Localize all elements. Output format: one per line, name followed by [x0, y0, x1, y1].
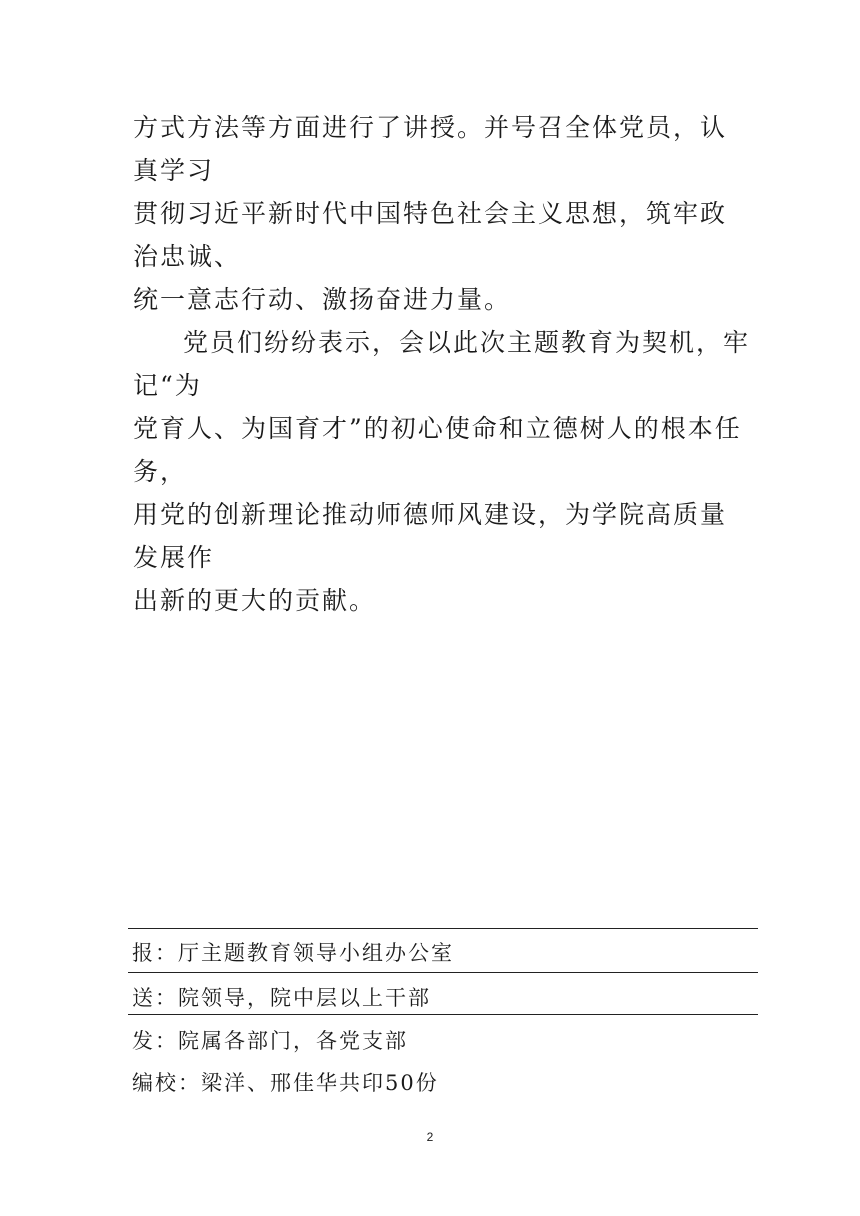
body-text [133, 106, 753, 622]
paragraph-2-line-2: 党育人、为国育才”的初心使命和立德树人的根本任务， [133, 414, 742, 486]
divider-1 [128, 972, 758, 973]
report-to-line: 报：厅主题教育领导小组办公室 [132, 941, 454, 965]
paragraph-1-line-1: 方式方法等方面进行了讲授。并号召全体党员，认真学习 [133, 113, 728, 185]
paragraph-1 [133, 106, 753, 321]
send-to-line: 送：院领导，院中层以上干部 [132, 986, 431, 1010]
paragraph-1-line-3: 统一意志行动、激扬奋进力量。 [133, 285, 512, 314]
divider-top [128, 928, 758, 929]
divider-2 [128, 1014, 758, 1015]
paragraph-2-line-4: 出新的更大的贡献。 [133, 586, 377, 615]
page-number: 2 [426, 1130, 434, 1144]
editor-line: 编校：梁洋、邢佳华共印50份 [132, 1071, 439, 1095]
paragraph-1-line-2: 贯彻习近平新时代中国特色社会主义思想，筑牢政治忠诚、 [133, 199, 728, 271]
paragraph-2-line-1: 党员们纷纷表示，会以此次主题教育为契机，牢记“为 [133, 328, 751, 400]
paragraph-2-line-3: 用党的创新理论推动师德师风建设，为学院高质量发展作 [133, 500, 728, 572]
issue-to-line: 发：院属各部门，各党支部 [132, 1029, 408, 1053]
paragraph-2 [133, 321, 753, 622]
